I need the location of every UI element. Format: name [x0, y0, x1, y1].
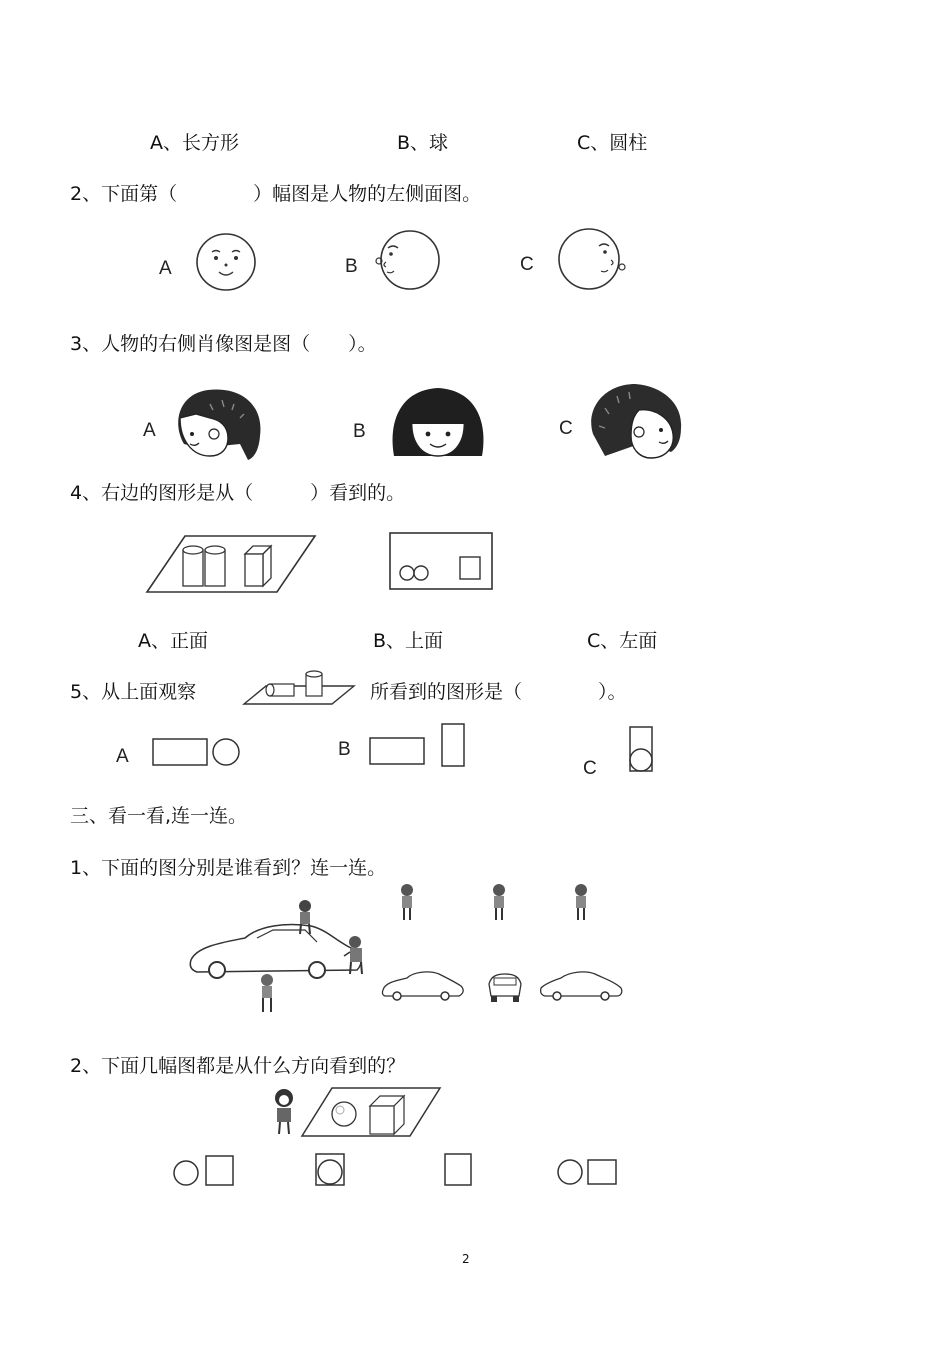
page-number: 2 — [462, 1252, 470, 1266]
section3-view-option-2 — [313, 1151, 347, 1189]
q2-label-c: C — [520, 254, 534, 275]
q1-option-a: A、长方形 — [150, 132, 239, 154]
q5-label-c: C — [583, 758, 597, 779]
q5-option-c-shapes — [627, 725, 655, 775]
q5-option-a-shapes — [150, 735, 246, 769]
q5-label-a: A — [116, 746, 129, 767]
q3-girl-right-side — [170, 384, 266, 466]
q5-question-prefix: 5、从上面观察 — [70, 681, 197, 703]
section3-heading: 三、看一看,连一连。 — [70, 805, 248, 827]
q5-objects-on-plane — [242, 664, 356, 710]
q2-face-front — [192, 230, 262, 294]
q3-label-a: A — [143, 420, 156, 441]
section3-view-option-1 — [171, 1152, 237, 1188]
section3-girl-ball-box-scene — [270, 1084, 442, 1140]
section3-view-option-4 — [555, 1156, 621, 1188]
q2-label-a: A — [159, 258, 172, 279]
q5-label-b: B — [338, 739, 351, 760]
q2-face-left — [372, 228, 442, 292]
q3-label-b: B — [353, 421, 366, 442]
q5-question-suffix: 所看到的图形是（ ）。 — [370, 681, 627, 703]
section3-view-option-3 — [442, 1151, 474, 1189]
q3-girl-left-side — [585, 378, 689, 464]
section3-q2: 2、下面几幅图都是从什么方向看到的？ — [70, 1055, 406, 1077]
q3-question: 3、人物的右侧肖像图是图（ ）。 — [70, 333, 377, 355]
q4-top-view-figure — [388, 531, 496, 593]
q1-option-b: B、球 — [397, 132, 449, 154]
q4-cylinders-and-box-on-plane — [145, 532, 317, 596]
q4-option-b: B、上面 — [373, 630, 444, 652]
section3-q1: 1、下面的图分别是谁看到？连一连。 — [70, 857, 387, 879]
q1-option-c: C、圆柱 — [577, 132, 648, 154]
q3-girl-front — [384, 382, 492, 464]
q2-label-b: B — [345, 256, 358, 277]
q3-label-c: C — [559, 418, 573, 439]
q4-question: 4、右边的图形是从（ ）看到的。 — [70, 482, 406, 504]
q4-option-a: A、正面 — [138, 630, 208, 652]
q5-option-b-shapes — [368, 722, 472, 768]
q2-face-right — [555, 226, 631, 292]
section3-cars-and-children-illustration — [185, 880, 645, 1024]
q2-question: 2、下面第（ ）幅图是人物的左侧面图。 — [70, 183, 482, 205]
q4-option-c: C、左面 — [587, 630, 658, 652]
